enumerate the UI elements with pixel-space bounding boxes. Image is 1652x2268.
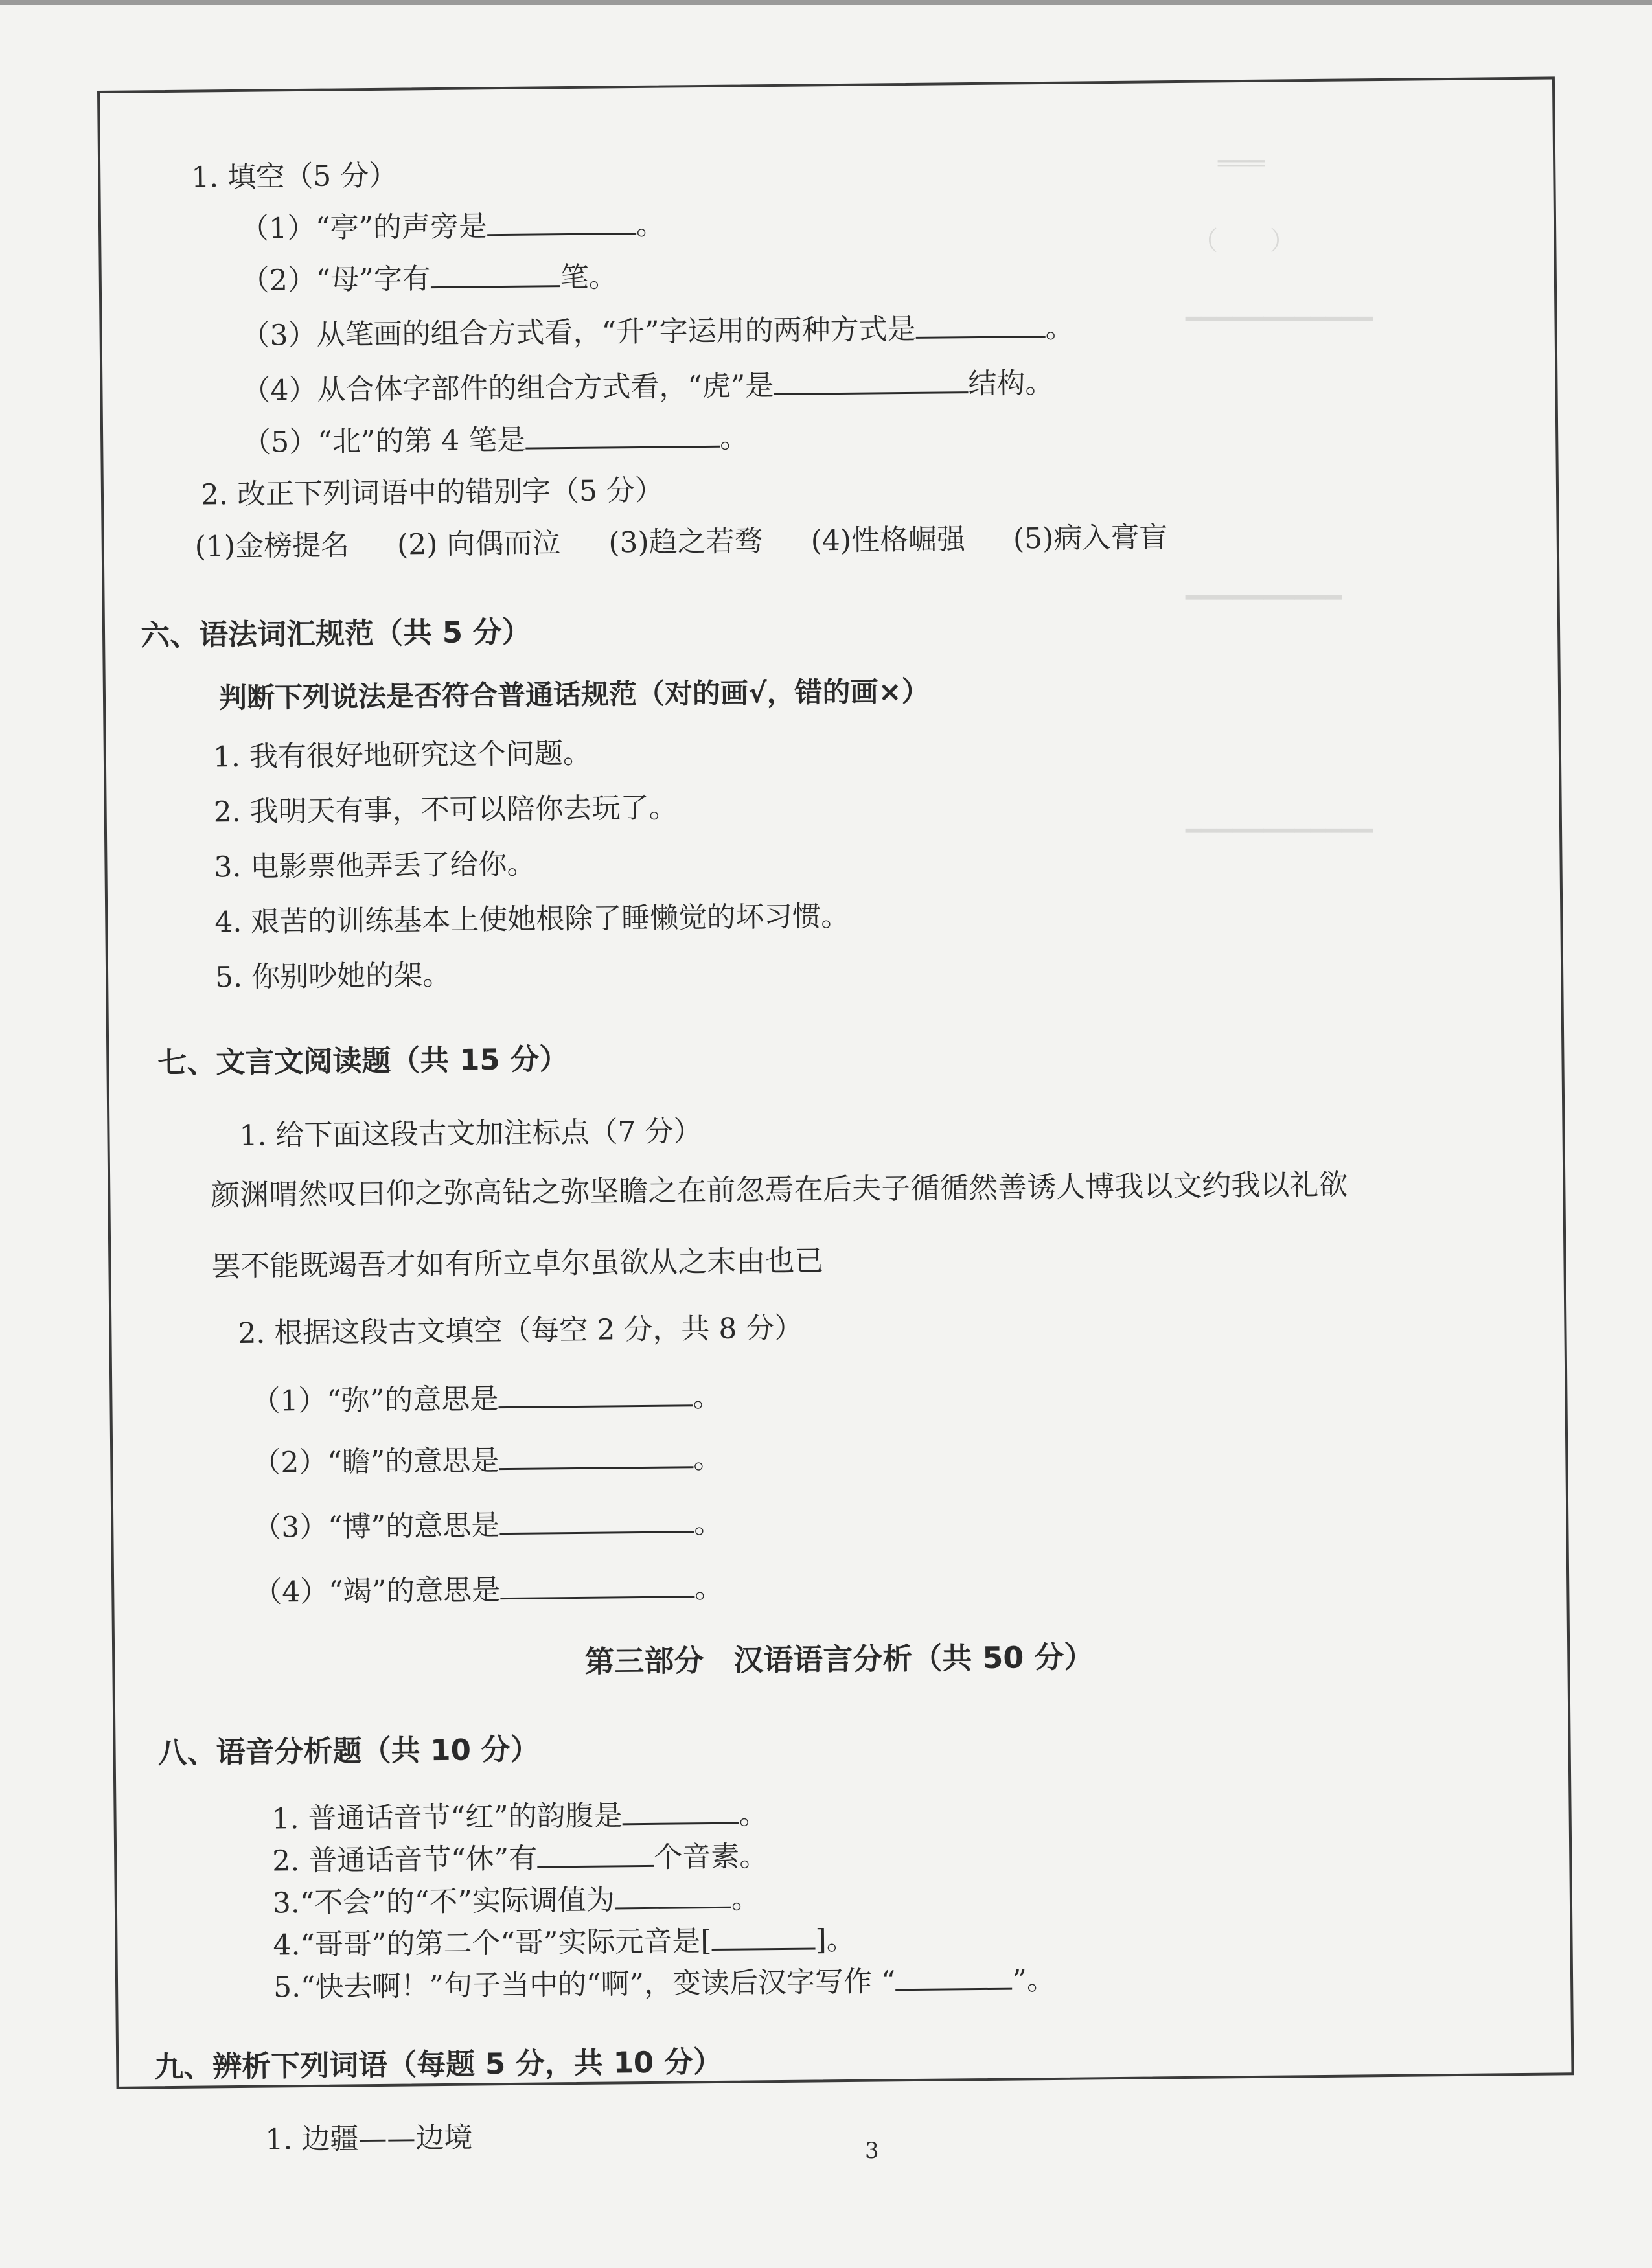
section-8-heading: 八、语音分析题（共 10 分） bbox=[157, 1732, 540, 1770]
section-6-instruction: 判断下列说法是否符合普通话规范（对的画√，错的画×） bbox=[218, 675, 930, 715]
phonetics-prompt: 1. 普通话音节“红”的韵腹是 bbox=[271, 1799, 623, 1836]
typo-word: (4)性格崛强 bbox=[810, 523, 966, 558]
answer-blank bbox=[537, 1846, 654, 1868]
typo-word-list bbox=[194, 521, 1168, 564]
answer-blank bbox=[500, 1576, 694, 1599]
meaning-prompt: （2）“瞻”的意思是 bbox=[252, 1444, 499, 1480]
judge-item: 4. 艰苦的训练基本上使她根除了睡懒觉的坏习惯。 bbox=[214, 899, 850, 939]
punctuation-question: 1. 给下面这段古文加注标点（7 分） bbox=[239, 1115, 702, 1152]
period: 。 bbox=[694, 1506, 723, 1541]
meaning-prompt: （1）“弥”的意思是 bbox=[251, 1382, 499, 1418]
word-pair-item: 1. 边疆——边境 bbox=[265, 2121, 473, 2157]
meaning-fill bbox=[253, 1571, 724, 1609]
q2-title: 2. 改正下列词语中的错别字（5 分） bbox=[200, 474, 664, 512]
bleed-through-mark: ═══ bbox=[1218, 149, 1265, 179]
q1-item-4-text: （4）从合体字部件的组合方式看，“虎”是 bbox=[242, 369, 774, 407]
typo-word: (1)金榜提名 bbox=[194, 529, 350, 564]
answer-blank bbox=[615, 1887, 731, 1910]
q1-item-4-end: 结构。 bbox=[968, 366, 1054, 401]
phonetics-prompt: 5.“快去啊！”句子当中的“啊”，变读后汉字写作 “ bbox=[273, 1965, 896, 2004]
period: 。 bbox=[694, 1571, 724, 1605]
bleed-through-mark: ━━━━━━━━━━━━ bbox=[1186, 304, 1373, 334]
meaning-fill bbox=[252, 1441, 722, 1480]
phonetics-end: 。 bbox=[739, 1798, 768, 1831]
bleed-through-mark: ━━━━━━━━━━ bbox=[1186, 583, 1342, 613]
phonetics-end: 个音素。 bbox=[653, 1840, 768, 1874]
q1-item-1 bbox=[240, 208, 665, 246]
phonetics-end: ]。 bbox=[815, 1923, 855, 1957]
judge-item: 5. 你别吵她的架。 bbox=[214, 958, 452, 994]
answer-blank bbox=[622, 1803, 739, 1826]
meaning-fill bbox=[251, 1380, 722, 1418]
meaning-prompt: （4）“竭”的意思是 bbox=[253, 1574, 501, 1609]
phonetics-item bbox=[271, 1798, 768, 1836]
phonetics-prompt: 2. 普通话音节“休”有 bbox=[272, 1842, 538, 1878]
q1-item-5 bbox=[242, 421, 749, 459]
phonetics-end: 。 bbox=[731, 1882, 761, 1916]
answer-blank bbox=[525, 426, 720, 450]
q1-item-1-text: （1）“亭”的声旁是 bbox=[240, 210, 488, 246]
q1-item-2-text: （2）“母”字有 bbox=[240, 262, 431, 297]
bleed-through-mark: （ ） bbox=[1192, 226, 1296, 256]
part-three-title: 第三部分 汉语语言分析（共 50 分） bbox=[584, 1639, 1094, 1679]
answer-blank bbox=[499, 1447, 693, 1470]
phonetics-item bbox=[272, 1840, 768, 1878]
answer-blank bbox=[499, 1511, 694, 1535]
answer-blank bbox=[487, 213, 636, 236]
phonetics-prompt: 3.“不会”的“不”实际调值为 bbox=[272, 1883, 615, 1920]
bleed-through-mark: ━━━━━━━━━━━━ bbox=[1186, 816, 1373, 846]
judge-item: 3. 电影票他弄丢了给你。 bbox=[214, 847, 536, 884]
exam-frame bbox=[97, 76, 1574, 2157]
meaning-prompt: （3）“博”的意思是 bbox=[253, 1509, 500, 1544]
judge-item: 2. 我明天有事，不可以陪你去玩了。 bbox=[213, 791, 678, 829]
q1-title: 1. 填空（5 分） bbox=[191, 159, 398, 194]
q1-item-2-end: 笔。 bbox=[560, 260, 618, 295]
answer-blank bbox=[915, 316, 1045, 339]
answer-blank bbox=[431, 266, 560, 288]
fill-in-question: 2. 根据这段古文填空（每空 2 分，共 8 分） bbox=[238, 1311, 803, 1350]
meaning-fill bbox=[253, 1506, 723, 1544]
phonetics-item bbox=[273, 1884, 760, 1918]
phonetics-item bbox=[273, 1963, 1056, 2004]
q1-item-3-text: （3）从笔画的组合方式看，“升”字运用的两种方式是 bbox=[241, 312, 916, 352]
q1-item-5-text: （5）“北”的第 4 笔是 bbox=[242, 423, 526, 459]
judge-item: 1. 我有很好地研究这个问题。 bbox=[212, 737, 592, 774]
q1-item-5-end: 。 bbox=[719, 421, 749, 455]
section-7-heading: 七、文言文阅读题（共 15 分） bbox=[157, 1042, 569, 1081]
section-6-heading: 六、语法词汇规范（共 5 分） bbox=[140, 614, 531, 653]
answer-blank bbox=[774, 372, 968, 395]
q1-item-1-end: 。 bbox=[636, 208, 665, 242]
answer-blank bbox=[711, 1928, 815, 1951]
phonetics-item bbox=[273, 1923, 855, 1962]
q1-item-3-end: 。 bbox=[1045, 311, 1074, 345]
q1-item-3 bbox=[241, 311, 1074, 352]
page-number: 3 bbox=[865, 2138, 879, 2164]
scan-edge bbox=[0, 0, 1652, 5]
period: 。 bbox=[693, 1441, 722, 1476]
classical-passage-line-1: 颜渊喟然叹曰仰之弥高钻之弥坚瞻之在前忽焉在后夫子循循然善诱人博我以文约我以礼欲 bbox=[211, 1167, 1348, 1213]
typo-word: (5)病入膏盲 bbox=[1013, 521, 1168, 556]
typo-word: (3)趋之若骛 bbox=[608, 525, 763, 560]
phonetics-end: ”。 bbox=[1012, 1963, 1056, 1997]
answer-blank bbox=[498, 1385, 693, 1408]
classical-passage-line-2: 罢不能既竭吾才如有所立卓尔虽欲从之末由也已 bbox=[211, 1243, 824, 1284]
period: 。 bbox=[693, 1380, 722, 1414]
q1-item-4 bbox=[242, 366, 1054, 407]
answer-blank bbox=[895, 1969, 1012, 1991]
q1-item-2 bbox=[240, 260, 618, 297]
typo-word: (2) 向偶而泣 bbox=[396, 527, 561, 562]
section-9-heading: 九、辨析下列词语（每题 5 分，共 10 分） bbox=[154, 2044, 723, 2085]
phonetics-prompt: 4.“哥哥”的第二个“哥”实际元音是[ bbox=[273, 1925, 712, 1962]
